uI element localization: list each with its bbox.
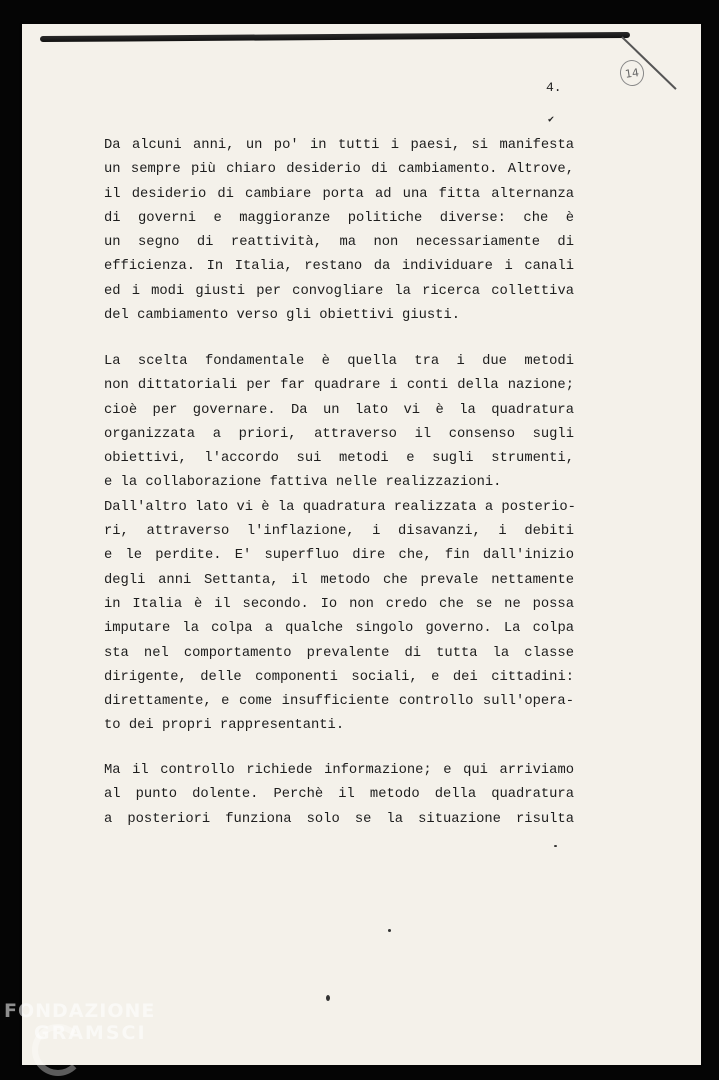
text-line: ri, attraverso l'inflazione, i disavanzi, i debiti bbox=[104, 524, 574, 540]
text-line: un segno di reattività, ma non necessariamente di bbox=[104, 235, 574, 251]
text-line: e la collaborazione fattiva nelle realizzazioni. bbox=[104, 475, 502, 491]
text-line: a posteriori funziona solo se la situazione risulta bbox=[104, 811, 574, 827]
text-line: del cambiamento verso gli obiettivi giusti. bbox=[104, 308, 461, 324]
text-line: Dall'altro lato vi è la quadratura realizzata a posterio- bbox=[104, 499, 576, 515]
paper-speck bbox=[326, 995, 330, 1001]
text-line: un sempre più chiaro desiderio di cambiamento. Altrove, bbox=[104, 162, 574, 178]
text-line: dirigente, delle componenti sociali, e dei cittadini: bbox=[104, 669, 574, 685]
paragraph-3 bbox=[104, 759, 574, 832]
text-line: La scelta fondamentale è quella tra i due metodi bbox=[104, 354, 574, 369]
text-line: cioè per governare. Da un lato vi è la quadratura bbox=[104, 402, 574, 418]
text-line: organizzata a priori, attraverso il consenso sugli bbox=[104, 426, 574, 442]
text-line: sta nel comportamento prevalente di tutta la classe bbox=[104, 645, 574, 661]
text-line: il desiderio di cambiare porta ad una fitta alternanza bbox=[104, 186, 574, 202]
text-line: imputare la colpa a qualche singolo governo. La colpa bbox=[104, 621, 574, 637]
watermark-line-2: GRAMSCI bbox=[34, 1022, 147, 1044]
paper-speck bbox=[554, 845, 557, 847]
text-line: Ma il controllo richiede informazione; e qui arriviamo bbox=[104, 763, 574, 778]
paragraph-2 bbox=[104, 350, 574, 739]
text-line: al punto dolente. Perchè il metodo della quadratura bbox=[104, 787, 574, 803]
paragraph-1 bbox=[104, 134, 574, 328]
text-line: degli anni Settanta, il metodo che prevale nettamente bbox=[104, 572, 574, 588]
text-line: obiettivi, l'accordo sui metodi e sugli strumenti, bbox=[104, 451, 574, 467]
text-line: in Italia è il secondo. Io non credo che se ne possa bbox=[104, 596, 574, 612]
paper-speck bbox=[388, 929, 391, 932]
text-line: Da alcuni anni, un po' in tutti i paesi, si manifesta bbox=[104, 138, 574, 153]
text-line: to dei propri rappresentanti. bbox=[104, 718, 345, 734]
text-line: di governi e maggioranze politiche diverse: che è bbox=[104, 210, 574, 226]
text-line: non dittatoriali per far quadrare i conti della nazione; bbox=[104, 378, 574, 394]
archive-folio-stamp: 14 bbox=[618, 58, 645, 87]
page-number: 4. bbox=[546, 80, 562, 95]
fondazione-gramsci-watermark bbox=[4, 1000, 155, 1044]
text-line: ed i modi giusti per convogliare la ricerca collettiva bbox=[104, 283, 574, 299]
text-line: direttamente, e come insufficiente controllo sull'opera- bbox=[104, 694, 574, 710]
watermark-line-1: FONDAZIONE bbox=[4, 1000, 156, 1022]
text-line: e le perdite. E' superfluo dire che, fin dall'inizio bbox=[104, 548, 574, 564]
pencil-tick-mark: ✔ bbox=[548, 115, 555, 126]
gramsci-logo-icon bbox=[32, 1024, 84, 1076]
text-line: efficienza. In Italia, restano da individuare i canali bbox=[104, 259, 574, 275]
